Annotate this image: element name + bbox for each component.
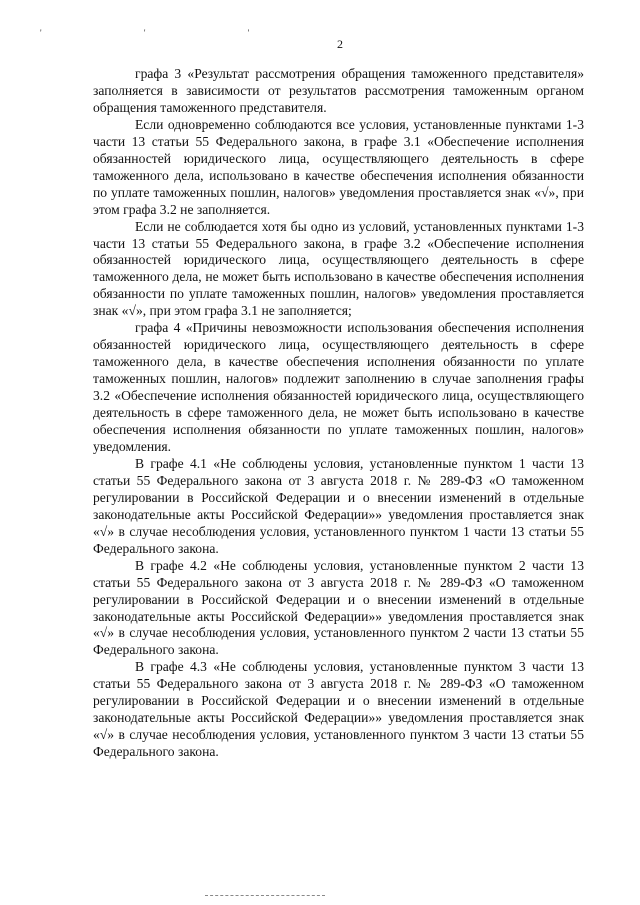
page-number: 2 <box>337 37 343 51</box>
paragraph: В графе 4.3 «Не соблюдены условия, установленные пунктом 3 части 13 статьи 55 Федерального закона от 3 августа 2018 г. № 289-ФЗ «О таможенном регулировании в Российской Федерации и о внесении изменений в отдельные законодательные акты Российской Федерации»» уведомления проставляется знак «√» в случае несоблюдения условия, установленного пунктом 3 части 13 статьи 55 Федерального закона. <box>93 659 584 760</box>
paragraph: графа 4 «Причины невозможности использования обеспечения исполнения обязанностей юридического лица, осуществляющего деятельность в сфере таможенного дела, в качестве обеспечения исполнения обязанности по уплате таможенных пошлин, налогов» подлежит заполнению в случае заполнения графы 3.2 «Обеспечение исполнения обязанностей юридического лица, осуществляющего деятельность в сфере таможенного дела, не может быть использовано в качестве обеспечения исполнения обязанности по уплате таможенных пошлин, налогов» уведомления. <box>93 320 584 454</box>
paragraph: В графе 4.2 «Не соблюдены условия, установленные пунктом 2 части 13 статьи 55 Федерального закона от 3 августа 2018 г. № 289-ФЗ «О таможенном регулировании в Российской Федерации и о внесении изменений в отдельные законодательные акты Российской Федерации»» уведомления проставляется знак «√» в случае несоблюдения условия, установленного пунктом 2 части 13 статьи 55 Федерального закона. <box>93 557 584 658</box>
scan-marks: ' ' ' <box>40 28 300 38</box>
paragraph: Если одновременно соблюдаются все условия, установленные пунктами 1-3 части 13 статьи 55 Федерального закона, в графе 3.1 «Обеспечение исполнения обязанностей юридического лица, осуществляющего деятельность в сфере таможенного дела, использовано в качестве обеспечения исполнения обязанности по уплате таможенных пошлин, налогов» уведомления проставляется знак «√», при этом графа 3.2 не заполняется. <box>93 116 584 217</box>
paragraph: графа 3 «Результат рассмотрения обращения таможенного представителя» заполняется в зависимости от результатов рассмотрения таможенным органом обращения таможенного представителя. <box>93 66 584 115</box>
document-body <box>93 66 584 761</box>
scan-artifact-line <box>205 895 325 897</box>
paragraph: Если не соблюдается хотя бы одно из условий, установленных пунктами 1-3 части 13 статьи 55 Федерального закона, в графе 3.2 «Обеспечение исполнения обязанностей юридического лица, осуществляющего деятельность в сфере таможенного дела, не может быть использовано в качестве обеспечения исполнения обязанности по уплате таможенных пошлин, налогов» уведомления проставляется знак «√», при этом графа 3.1 не заполняется; <box>93 218 584 319</box>
paragraph: В графе 4.1 «Не соблюдены условия, установленные пунктом 1 части 13 статьи 55 Федерального закона от 3 августа 2018 г. № 289-ФЗ «О таможенном регулировании в Российской Федерации и о внесении изменений в отдельные законодательные акты Российской Федерации»» уведомления проставляется знак «√» в случае несоблюдения условия, установленного пунктом 1 части 13 статьи 55 Федерального закона. <box>93 455 584 556</box>
